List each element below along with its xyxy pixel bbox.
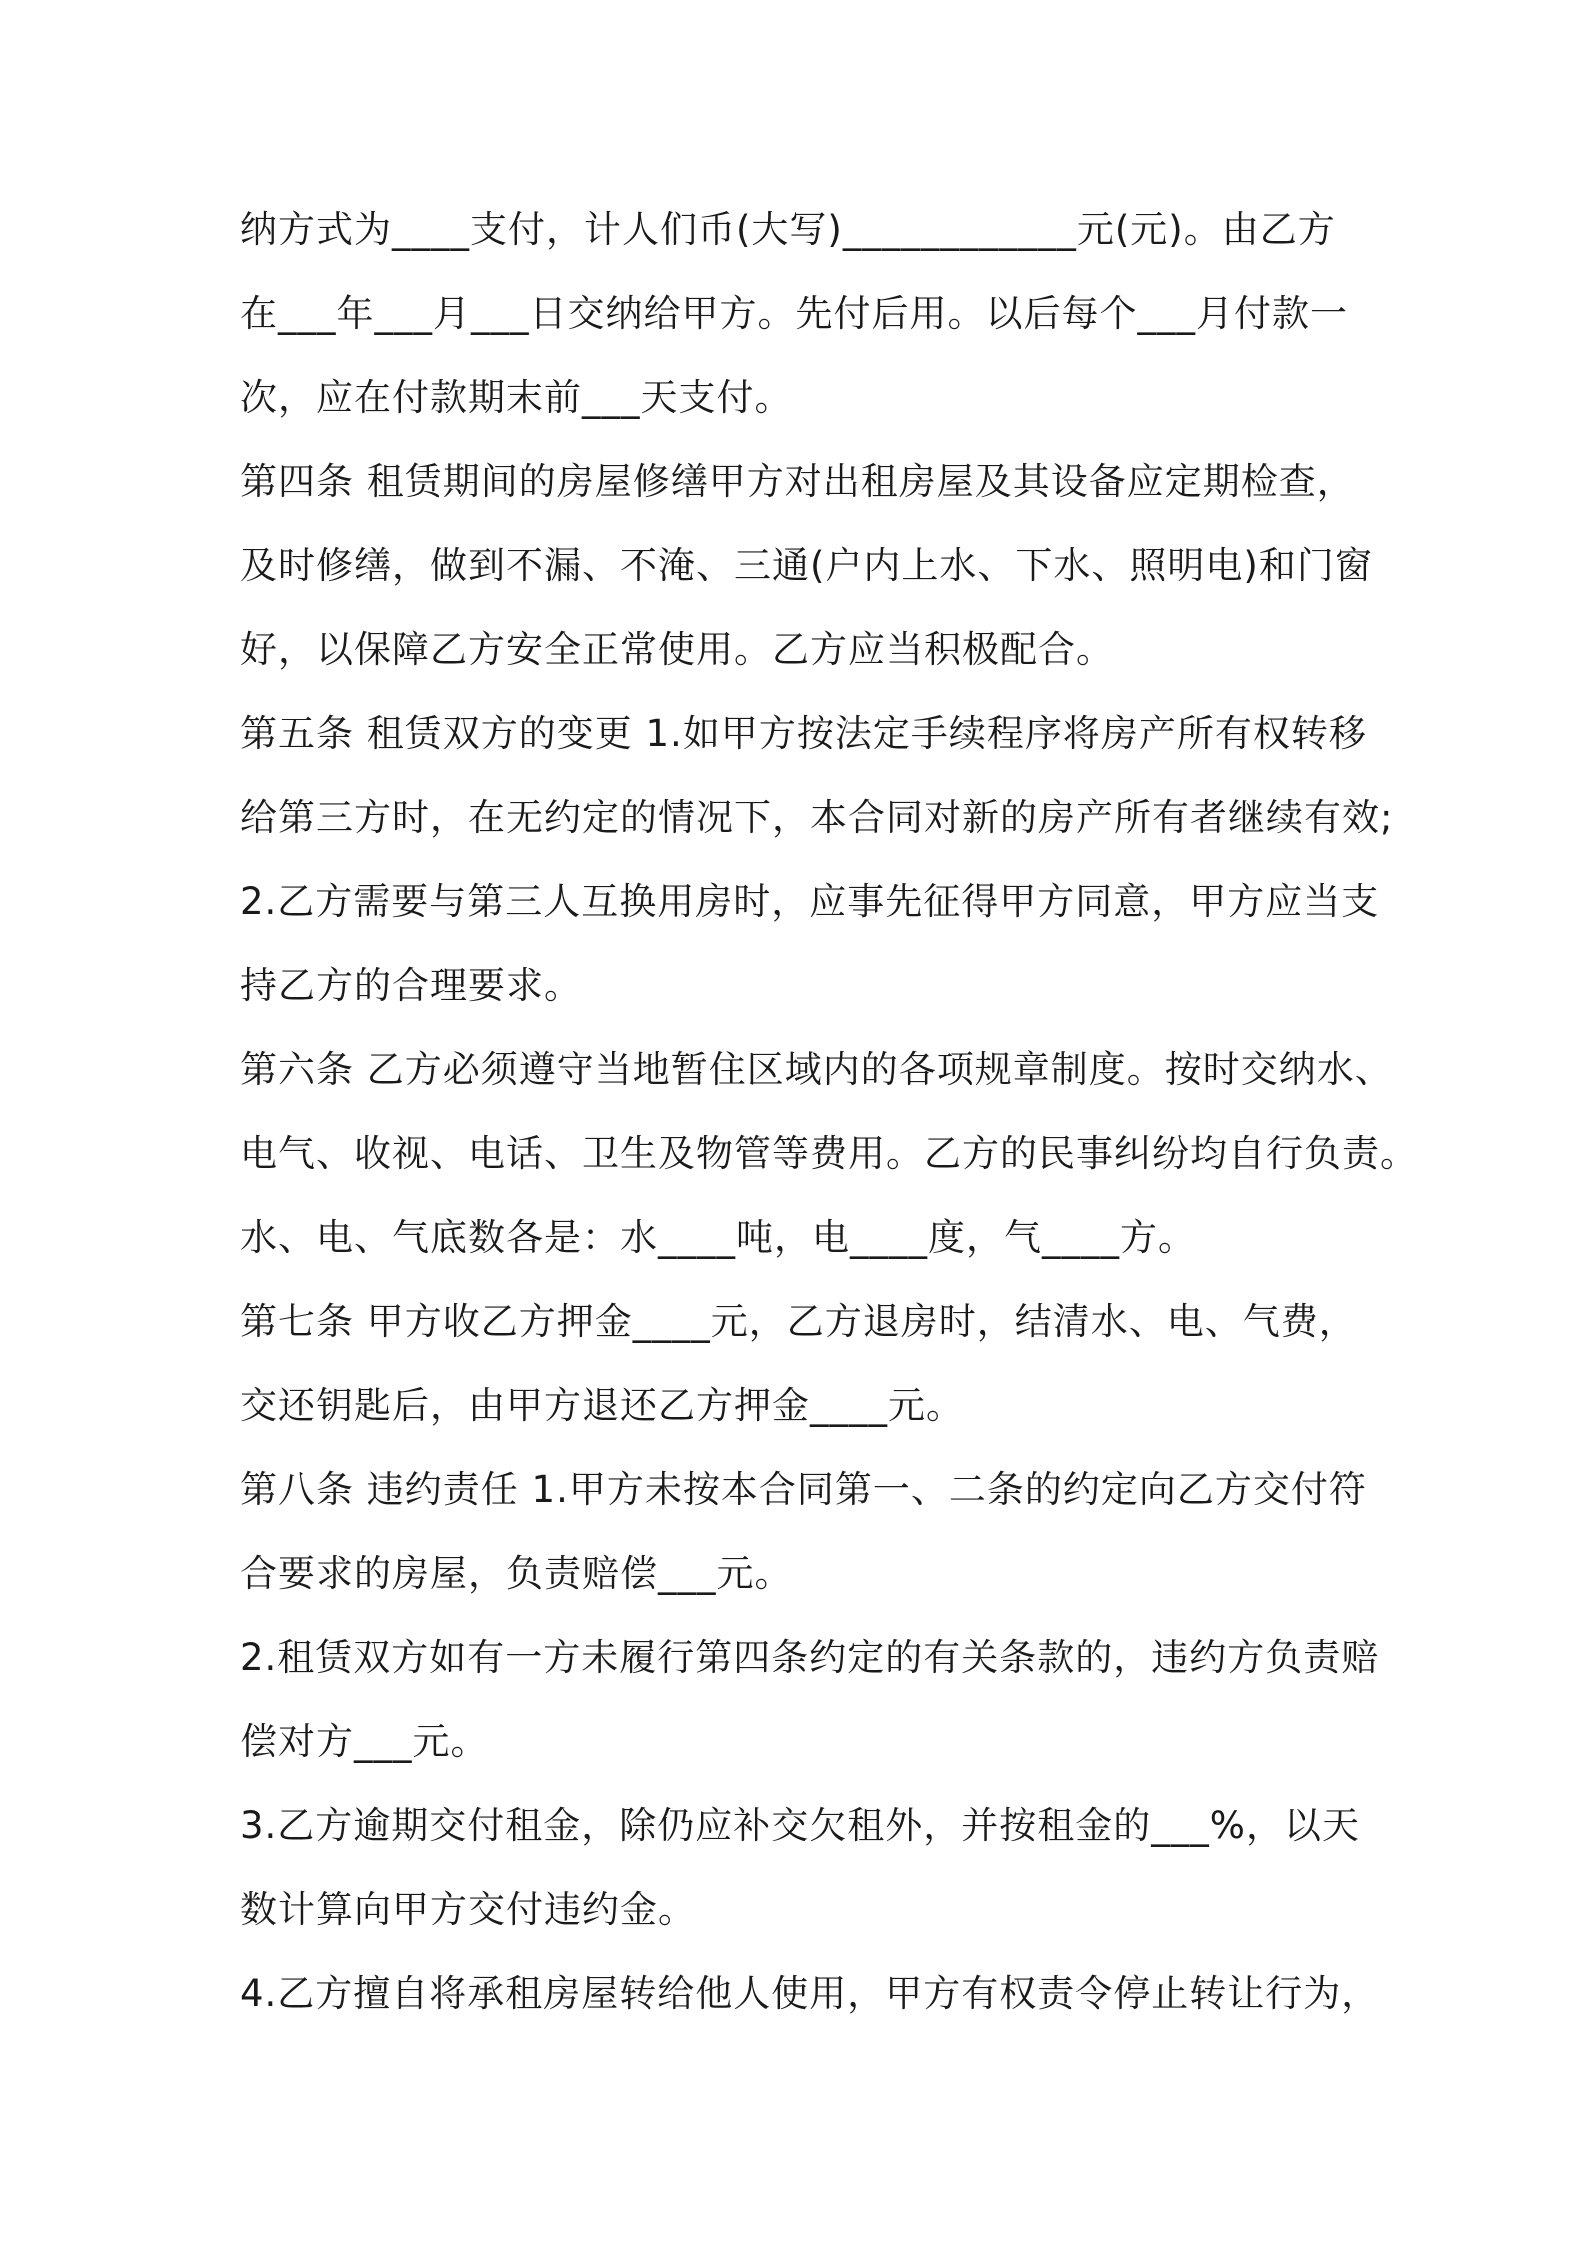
text-line: 合要求的房屋，负责赔偿___元。 — [240, 1552, 793, 1595]
text-line: 3.乙方逾期交付租金，除仍应补交欠租外，并按租金的___%，以天 — [240, 1804, 1360, 1847]
text-line: 交还钥匙后，由甲方退还乙方押金____元。 — [240, 1384, 964, 1427]
text-line: 在___年___月___日交纳给甲方。先付后用。以后每个___月付款一 — [240, 292, 1348, 335]
text-line: 及时修缮，做到不漏、不淹、三通(户内上水、下水、照明电)和门窗 — [240, 544, 1373, 587]
text-line: 4.乙方擅自将承租房屋转给他人使用，甲方有权责令停止转让行为， — [240, 1972, 1380, 2015]
text-line: 第五条 租赁双方的变更 1.如甲方按法定手续程序将房产所有权转移 — [240, 712, 1367, 755]
text-line: 偿对方___元。 — [240, 1720, 489, 1763]
contract-text-body — [240, 188, 1418, 2036]
text-line: 给第三方时，在无约定的情况下，本合同对新的房产所有者继续有效; — [240, 796, 1394, 839]
text-line: 纳方式为____支付，计人们币(大写)____________元(元)。由乙方 — [240, 208, 1336, 251]
text-line: 第四条 租赁期间的房屋修缮甲方对出租房屋及其设备应定期检查， — [240, 460, 1355, 503]
text-line: 第七条 甲方收乙方押金____元，乙方退房时，结清水、电、气费， — [240, 1300, 1357, 1343]
text-line: 2.租赁双方如有一方未履行第四条约定的有关条款的，违约方负责赔 — [240, 1636, 1380, 1679]
text-line: 水、电、气底数各是：水____吨，电____度，气____方。 — [240, 1216, 1196, 1259]
text-line: 2.乙方需要与第三人互换用房时，应事先征得甲方同意，甲方应当支 — [240, 880, 1380, 923]
text-line: 次，应在付款期末前___天支付。 — [240, 376, 793, 419]
text-line: 电气、收视、电话、卫生及物管等费用。乙方的民事纠纷均自行负责。 — [240, 1132, 1418, 1175]
text-line: 持乙方的合理要求。 — [240, 964, 582, 1007]
text-line: 第八条 违约责任 1.甲方未按本合同第一、二条的约定向乙方交付符 — [240, 1468, 1367, 1511]
text-line: 数计算向甲方交付违约金。 — [240, 1888, 696, 1931]
text-line: 好，以保障乙方安全正常使用。乙方应当积极配合。 — [240, 628, 1114, 671]
text-line: 第六条 乙方必须遵守当地暂住区域内的各项规章制度。按时交纳水、 — [240, 1048, 1393, 1091]
